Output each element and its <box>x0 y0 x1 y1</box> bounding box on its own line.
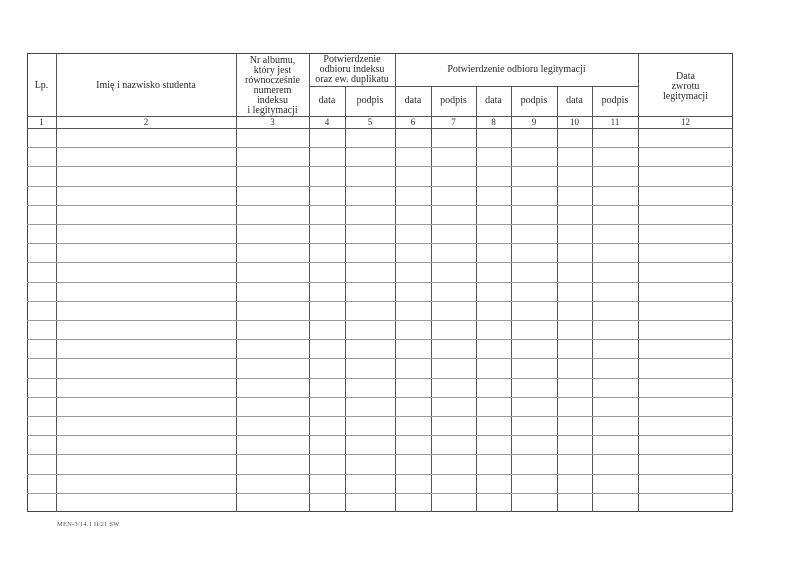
header-album-line: równocześnie <box>245 75 300 86</box>
header-index-line: Potwierdzenie <box>323 54 381 65</box>
column-number: 11 <box>610 117 620 127</box>
header-index-line: odbioru indeksu <box>319 64 385 75</box>
subheader-data: data <box>404 95 422 106</box>
header-id-confirmation: Potwierdzenie odbioru legitymacji <box>447 64 586 75</box>
table-row-line <box>27 243 733 244</box>
subheader-podpis: podpis <box>520 95 548 106</box>
header-lp: Lp. <box>34 80 49 91</box>
column-number: 9 <box>531 117 537 127</box>
header-album-line: numerem <box>253 85 292 96</box>
table-row-line <box>27 186 733 187</box>
column-number: 6 <box>410 117 416 127</box>
table-row-line <box>27 454 733 455</box>
subheader-data: data <box>318 95 336 106</box>
header-return-line: Data <box>676 71 695 82</box>
table-row-line <box>27 416 733 417</box>
column-number: 10 <box>570 117 579 127</box>
table-row-line <box>27 358 733 359</box>
table-row-line <box>27 378 733 379</box>
header-album-number <box>236 56 309 116</box>
subcol-divider <box>476 86 477 512</box>
column-number: 12 <box>681 117 690 127</box>
subcol-divider <box>592 86 593 512</box>
subheader-data: data <box>485 95 502 106</box>
header-return-date <box>638 72 733 102</box>
table-row-line <box>27 262 733 263</box>
header-student-name: Imię i nazwisko studenta <box>96 80 196 91</box>
table-row-line <box>27 339 733 340</box>
subcol-divider <box>557 86 558 512</box>
header-divider <box>309 86 638 87</box>
subheader-podpis: podpis <box>440 95 467 106</box>
table-row-line <box>27 435 733 436</box>
header-album-line: Nr albumu, <box>249 55 296 66</box>
column-number: 7 <box>451 117 456 127</box>
number-row-bottom-line <box>27 128 733 129</box>
table-row-line <box>27 224 733 225</box>
subheader-podpis: podpis <box>601 95 629 106</box>
column-number: 8 <box>491 117 496 127</box>
subheader-podpis: podpis <box>356 95 384 106</box>
table-row-line <box>27 320 733 321</box>
header-bottom-line <box>27 116 733 117</box>
header-index-confirmation <box>309 55 395 85</box>
column-number: 3 <box>270 117 275 127</box>
table-row-line <box>27 301 733 302</box>
table-row-line <box>27 397 733 398</box>
column-number: 1 <box>39 117 44 127</box>
table-row-line <box>27 166 733 167</box>
column-number: 4 <box>324 117 330 127</box>
subheader-data: data <box>566 95 583 106</box>
subcol-divider <box>511 86 512 512</box>
table-row-line <box>27 493 733 494</box>
subcol-divider <box>431 86 432 512</box>
form-code-footer: MEN-3/14.1 II/21 SW <box>57 521 120 528</box>
table-row-line <box>27 205 733 206</box>
table-row-line <box>27 147 733 148</box>
header-album-line: i legitymacji <box>247 105 298 116</box>
header-index-line: oraz ew. duplikatu <box>315 74 389 85</box>
header-album-line: indeksu <box>256 95 289 106</box>
column-number: 5 <box>367 117 373 127</box>
column-number: 2 <box>143 117 149 127</box>
header-album-line: który jest <box>253 65 292 76</box>
header-return-line: legitymacji <box>663 91 708 102</box>
header-return-line: zwrotu <box>671 81 700 92</box>
subcol-divider <box>345 86 346 512</box>
table-row-line <box>27 474 733 475</box>
table-row-line <box>27 282 733 283</box>
